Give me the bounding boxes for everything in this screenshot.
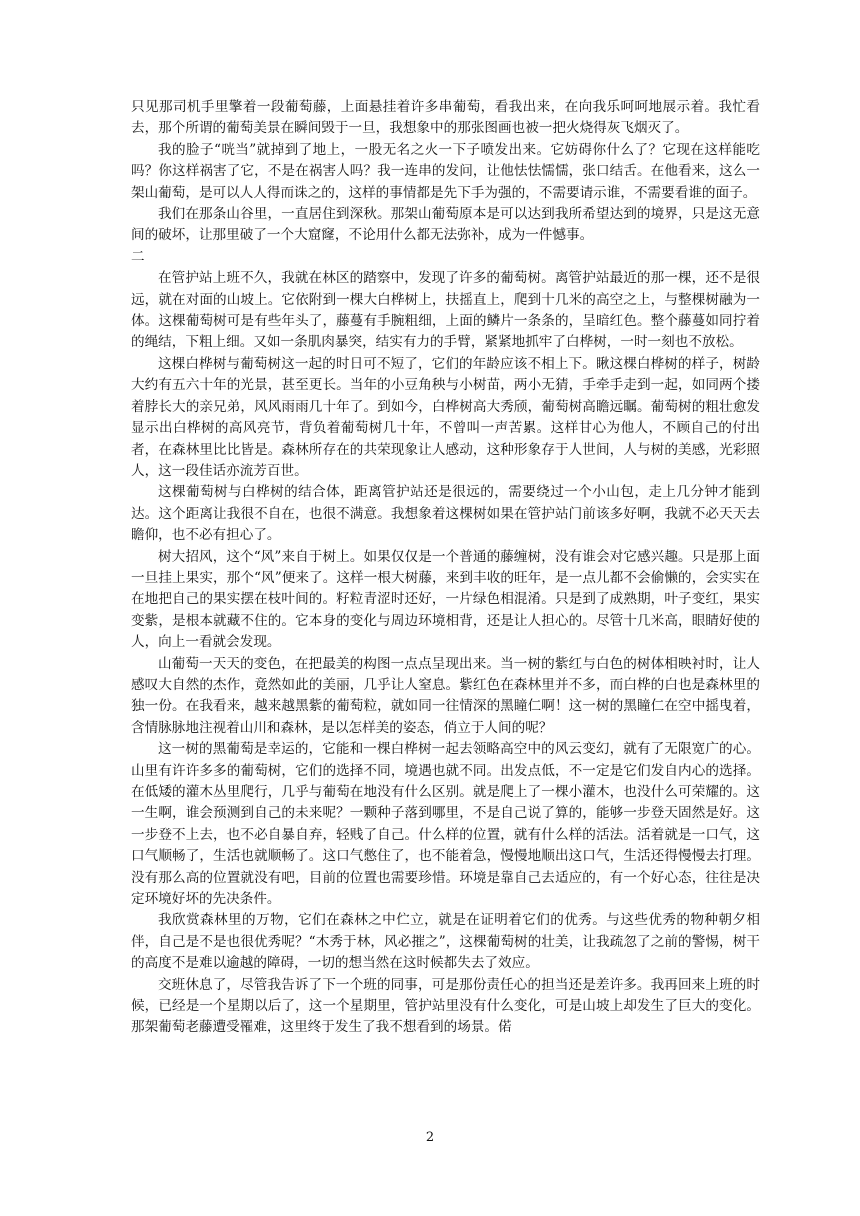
paragraph-3: 我们在那条山谷里，一直居住到深秋。那架山葡萄原本是可以达到我所希望达到的境界，只是这无意间的破坏，让那里破了一个大窟窿，不论用什么都无法弥补，成为一件憾事。 (131, 206, 760, 244)
body-text (131, 97, 760, 1039)
paragraph-5: 这棵白桦树与葡萄树这一起的时日可不短了，它们的年龄应该不相上下。瞅这棵白桦树的样子，树龄大约有五六十年的光景，甚至更长。当年的小豆角秧与小树苗，两小无猜，手牵手走到一起，如同两个搂着脖长大的亲兄弟，风风雨雨几十年了。到如今，白桦树高大秀颀，葡萄树高瞻远瞩。葡萄树的粗壮愈发显示出白桦树的高风亮节，背负着葡萄树几十年，不曾叫一声苦累。这样甘心为他人，不顾自己的付出者，在森林里比比皆是。森林所存在的共荣现象让人感动，这种形象存于人世间，人与树的美感，光彩照人，这一段佳话亦流芳百世。 (131, 355, 760, 479)
paragraph-9: 这一树的黑葡萄是幸运的，它能和一棵白桦树一起去领略高空中的风云变幻，就有了无限宽广的心。山里有许许多多的葡萄树，它们的选择不同，境遇也就不同。出发点低，不一定是它们发自内心的选择。在低矮的灌木丛里爬行，几乎与葡萄在地没有什么区别。就是爬上了一棵小灌木，也没什么可荣耀的。这一生啊，谁会预测到自己的未来呢？一颗种子落到哪里，不是自己说了算的，能够一步登天固然是好。这一步登不上去，也不必自暴自弃，轻贱了自己。什么样的位置，就有什么样的活法。活着就是一口气，这口气顺畅了，生活也就顺畅了。这口气憋住了，也不能着急，慢慢地顺出这口气，生活还得慢慢去打理。没有那么高的位置就没有吧，目前的位置也需要珍惜。环境是靠自己去适应的，有一个好心态，往往是决定环境好坏的先决条件。 (131, 741, 760, 908)
paragraph-1: 只见那司机手里擎着一段葡萄藤，上面悬挂着许多串葡萄，看我出来，在向我乐呵呵地展示着。我忙看去，那个所谓的葡萄美景在瞬间毁于一旦，我想象中的那张图画也被一把火烧得灰飞烟灭了。 (131, 99, 760, 137)
paragraph-10: 我欣赏森林里的万物，它们在森林之中伫立，就是在证明着它们的优秀。与这些优秀的物种朝夕相伴，自己是不是也很优秀呢？“木秀于林，风必摧之”，这棵葡萄树的壮美，让我疏忽了之前的警惕，树干的高度不是难以逾越的障碍，一切的想当然在这时候都失去了效应。 (131, 912, 760, 972)
paragraph-4: 在管护站上班不久，我就在林区的踏察中，发现了许多的葡萄树。离管护站最近的那一棵，还不是很远，就在对面的山坡上。它依附到一棵大白桦树上，扶摇直上，爬到十几米的高空之上，与整棵树融为一体。这棵葡萄树可是有些年头了，藤蔓有手腕粗细，上面的鳞片一条条的，呈暗红色。整个藤蔓如同拧着的绳结，下粗上细。又如一条肌肉暴突，结实有力的手臂，紧紧地抓牢了白桦树，一时一刻也不放松。 (131, 270, 760, 351)
page-number: 2 (425, 1130, 435, 1145)
section-heading: 二 (131, 248, 145, 265)
paragraph-8: 山葡萄一天天的变色，在把最美的构图一点点呈现出来。当一树的紫红与白色的树体相映衬时，让人感叹大自然的杰作，竟然如此的美丽，几乎让人窒息。紫红色在森林里并不多，而白桦的白也是森林里的独一份。在我看来，越来越黑紫的葡萄粒，就如同一往情深的黑瞳仁啊！这一树的黑瞳仁在空中摇曳着，含情脉脉地注视着山川和森林，是以怎样美的姿态，俏立于人间的呢？ (131, 655, 760, 736)
paragraph-2: 我的脸子“咣当”就掉到了地上，一股无名之火一下子喷发出来。它妨碍你什么了？它现在这样能吃吗？你这样祸害了它，不是在祸害人吗？我一连串的发问，让他怯怯懦懦，张口结舌。在他看来，这么一架山葡萄，是可以人人得而诛之的，这样的事情都是先下手为强的，不需要请示谁，不需要看谁的面子。 (131, 141, 760, 201)
paragraph-7: 树大招风，这个“风”来自于树上。如果仅仅是一个普通的藤缠树，没有谁会对它感兴趣。只是那上面一旦挂上果实，那个“风”便来了。这样一根大树藤，来到丰收的旺年，是一点儿都不会偷懒的，会实实在在地把自己的果实摆在枝叶间的。籽粒青涩时还好，一片绿色相混淆。只是到了成熟期，叶子变红，果实变紫，是根本就藏不住的。它本身的变化与周边环境相背，还是让人担心的。尽管十几米高，眼睛好使的人，向上一看就会发现。 (131, 548, 760, 651)
paragraph-6: 这棵葡萄树与白桦树的结合体，距离管护站还是很远的，需要绕过一个小山包，走上几分钟才能到达。这个距离让我很不自在，也很不满意。我想象着这棵树如果在管护站门前该多好啊，我就不必天天去瞻仰，也不必有担心了。 (131, 484, 760, 544)
paragraph-11: 交班休息了，尽管我告诉了下一个班的同事，可是那份责任心的担当还是差许多。我再回来上班的时候，已经是一个星期以后了，这一个星期里，管护站里没有什么变化，可是山坡上却发生了巨大的变化。那架葡萄老藤遭受罹难，这里终于发生了我不想看到的场景。偌 (131, 976, 760, 1036)
